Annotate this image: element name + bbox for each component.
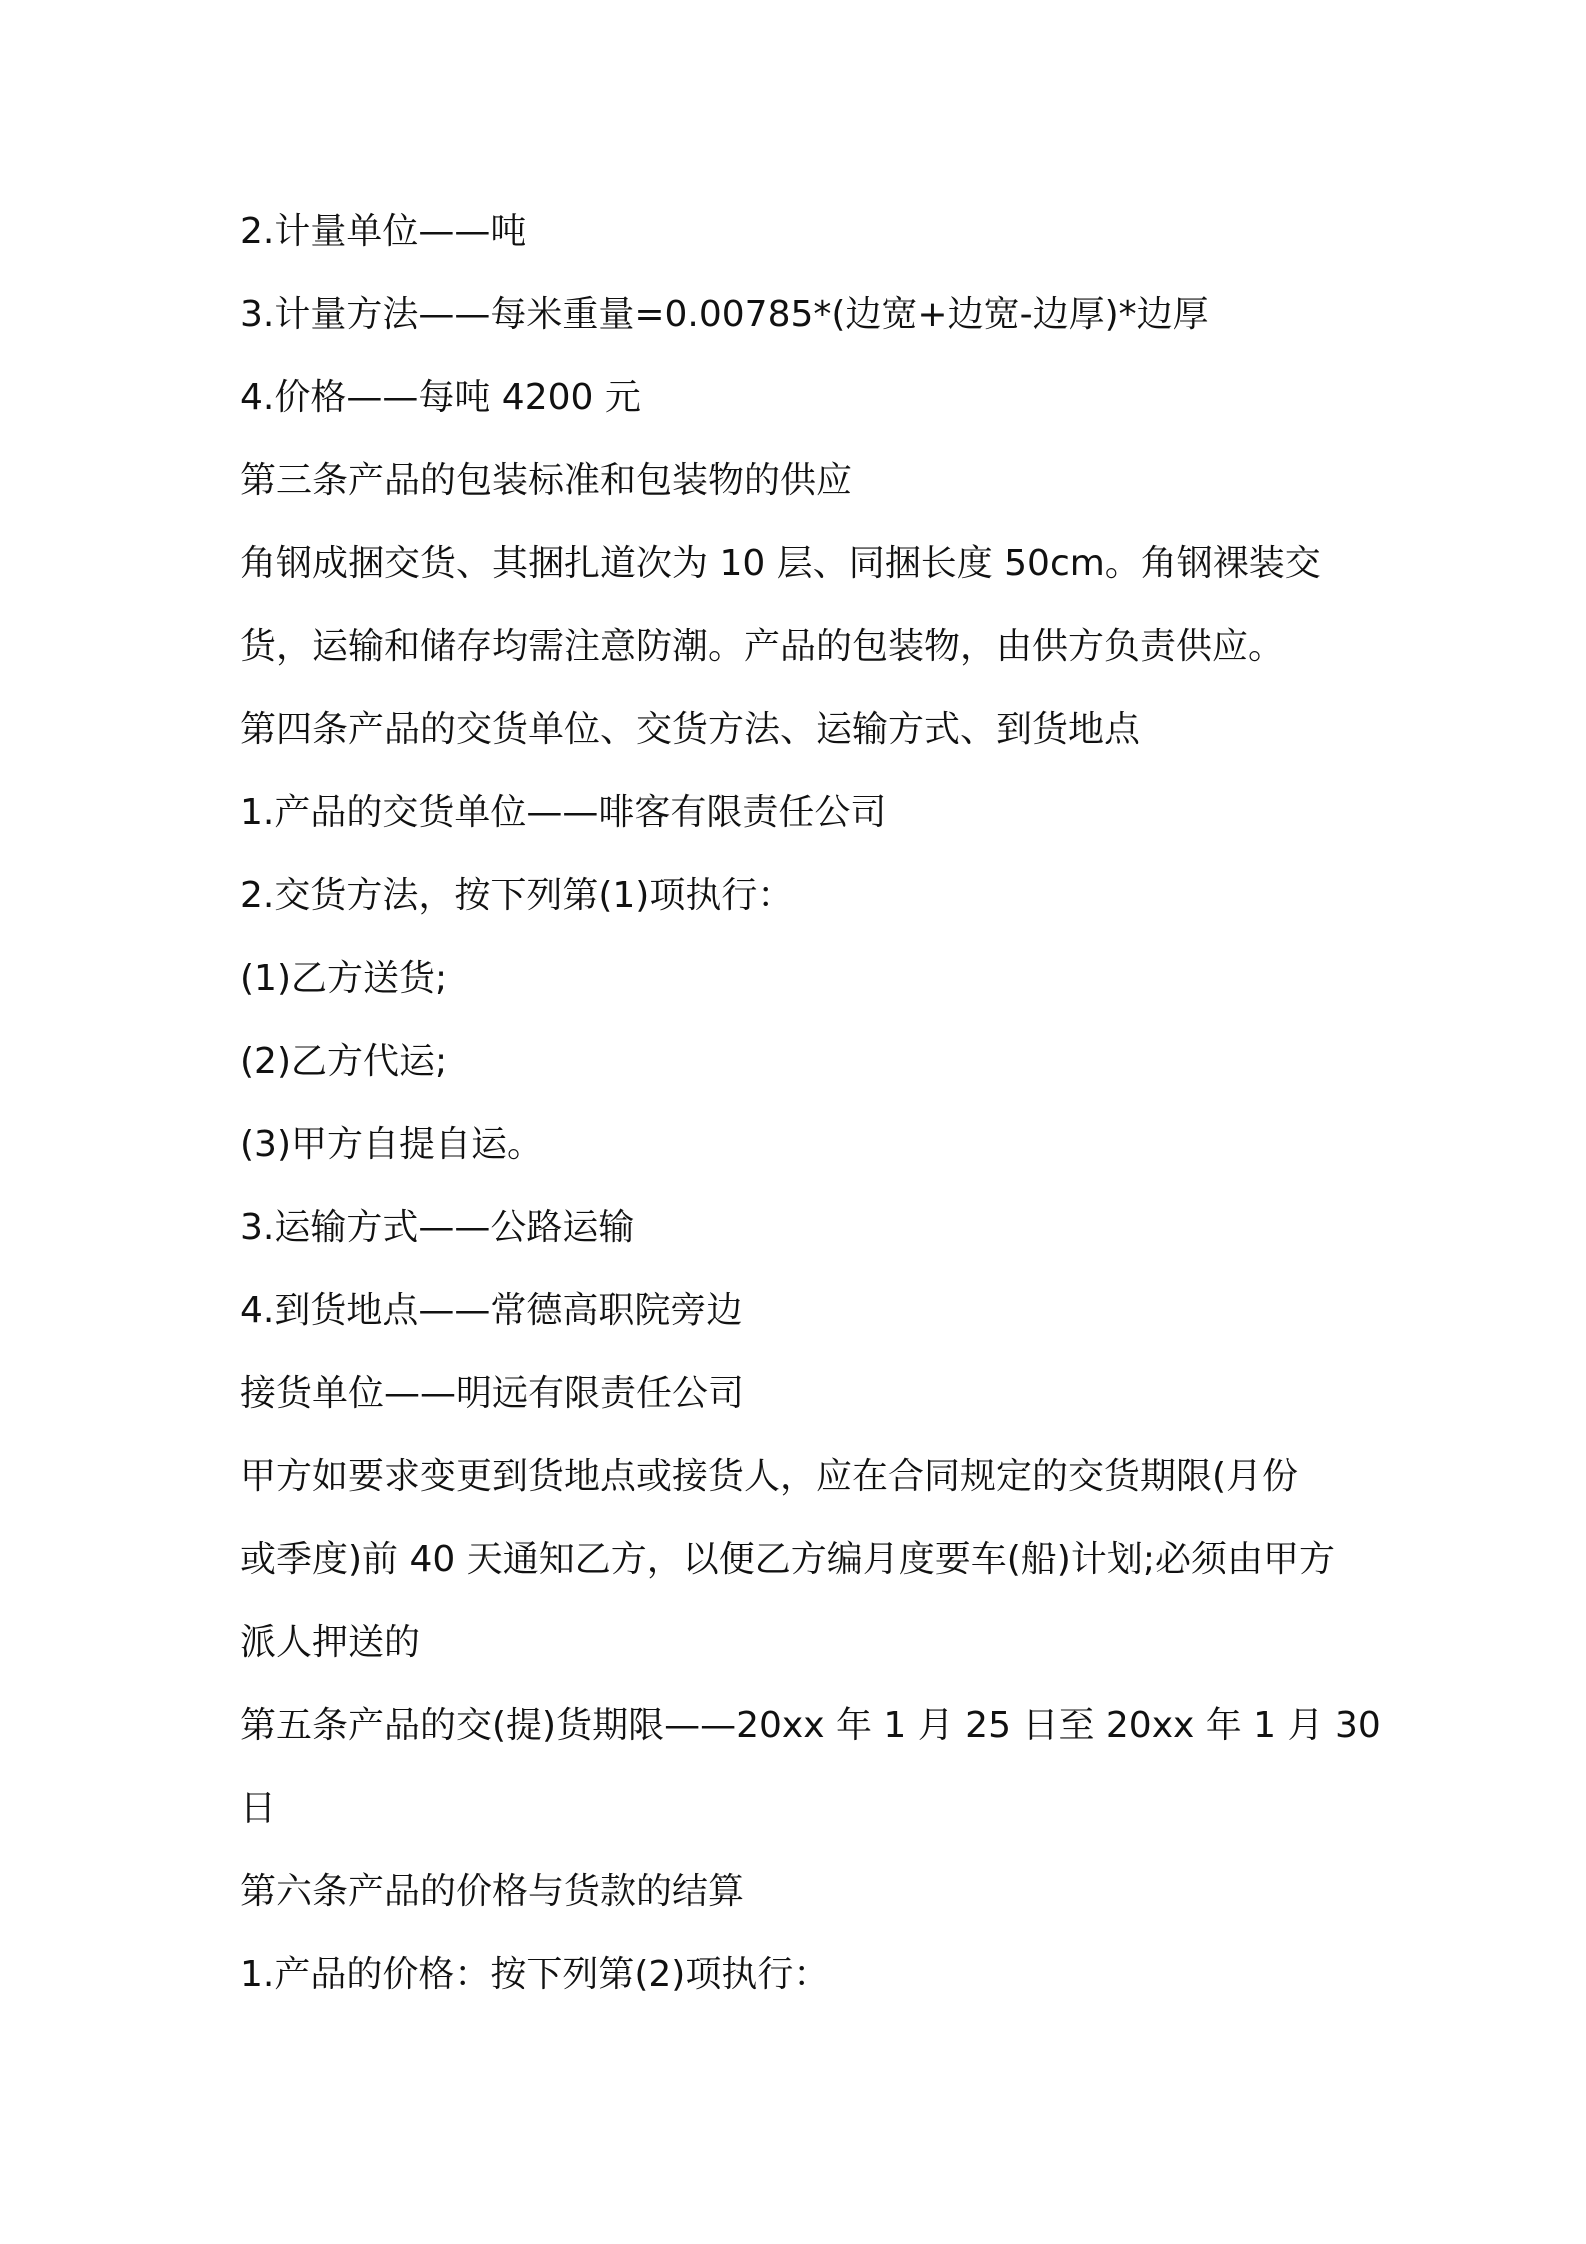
section-heading: 第六条产品的价格与货款的结算 <box>240 1871 745 1912</box>
text-line: 货，运输和储存均需注意防潮。产品的包装物，由供方负责供应。 <box>240 626 1285 667</box>
text-line: 接货单位——明远有限责任公司 <box>240 1373 745 1414</box>
text-line: 2.交货方法，按下列第(1)项执行： <box>240 875 794 916</box>
text-line: 4.价格——每吨 4200 元 <box>240 377 641 418</box>
text-line: 3.计量方法——每米重量=0.00785*(边宽+边宽-边厚)*边厚 <box>240 294 1209 335</box>
text-line: 或季度)前 40 天通知乙方，以便乙方编月度要车(船)计划;必须由甲方 <box>240 1539 1335 1580</box>
text-line: (2)乙方代运; <box>240 1041 448 1082</box>
text-line: 2.计量单位——吨 <box>240 211 527 252</box>
text-line: 派人押送的 <box>240 1622 421 1663</box>
contract-text <box>240 190 1381 2016</box>
text-line: 3.运输方式——公路运输 <box>240 1207 635 1248</box>
text-line: 1.产品的交货单位——啡客有限责任公司 <box>240 792 887 833</box>
text-line: 4.到货地点——常德高职院旁边 <box>240 1290 743 1331</box>
section-heading: 第四条产品的交货单位、交货方法、运输方式、到货地点 <box>240 709 1141 750</box>
text-line: (3)甲方自提自运。 <box>240 1124 543 1165</box>
text-line: 角钢成捆交货、其捆扎道次为 10 层、同捆长度 50cm。角钢裸装交 <box>240 543 1321 584</box>
text-line: (1)乙方送货; <box>240 958 448 999</box>
section-heading: 第五条产品的交(提)货期限——20xx 年 1 月 25 日至 20xx 年 1 月 30 <box>240 1705 1381 1746</box>
text-line: 日 <box>240 1788 277 1829</box>
section-heading: 第三条产品的包装标准和包装物的供应 <box>240 460 853 501</box>
text-line: 1.产品的价格：按下列第(2)项执行： <box>240 1954 830 1995</box>
text-line: 甲方如要求变更到货地点或接货人，应在合同规定的交货期限(月份 <box>240 1456 1299 1497</box>
